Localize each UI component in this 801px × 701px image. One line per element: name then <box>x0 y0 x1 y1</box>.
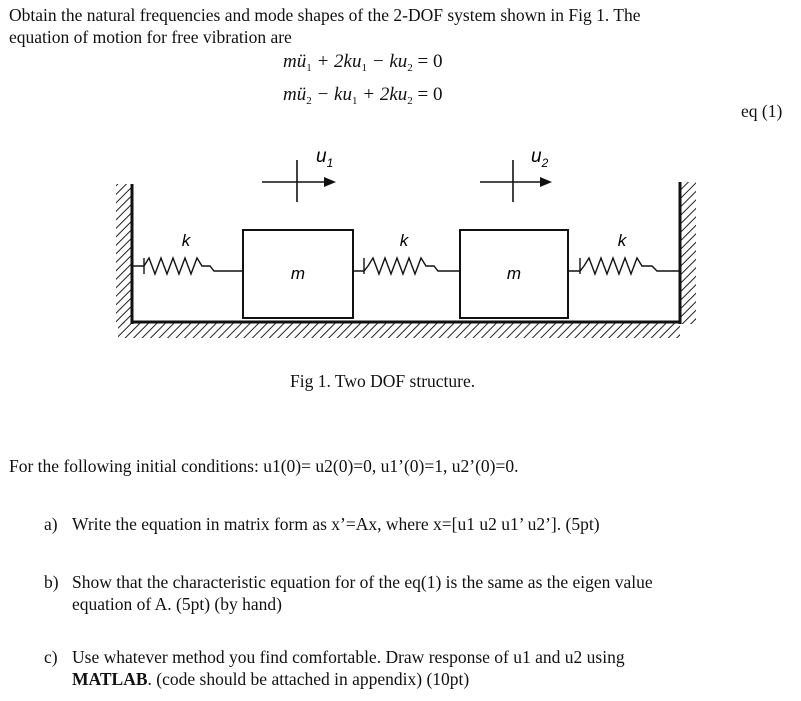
question-b-marker: b) <box>44 572 59 592</box>
spring-2-label: k <box>399 231 409 250</box>
spring-1-label: k <box>181 231 191 250</box>
question-b-line-2: equation of A. (5pt) (by hand) <box>72 594 282 614</box>
question-c-line-2: MATLAB. (code should be attached in appendix) (10pt) <box>72 669 470 689</box>
two-dof-diagram <box>0 140 801 360</box>
equation-1: $mü_1 + 2ku_1 - ku_2 = 0$ <box>283 51 443 74</box>
spring-1 <box>132 258 243 274</box>
matlab-bold: MATLAB <box>72 669 148 689</box>
mass-1-label: m <box>290 264 306 283</box>
intro-line-1: Obtain the natural frequencies and mode shapes of the 2-DOF system shown in Fig 1. The <box>9 5 641 25</box>
spring-3 <box>568 258 680 274</box>
question-a-text: Write the equation in matrix form as x’=Ax, where x=[u1 u2 u1’ u2’]. (5pt) <box>72 514 600 534</box>
mass-2-label: m <box>506 264 522 283</box>
question-b-line-1: Show that the characteristic equation for of the eq(1) is the same as the eigen value <box>72 572 653 592</box>
initial-conditions: For the following initial conditions: u1(0)= u2(0)=0, u1’(0)=1, u2’(0)=0. <box>9 456 519 476</box>
spring-2 <box>353 258 460 274</box>
equation-tag: eq (1) <box>741 101 783 121</box>
figure-caption: Fig 1. Two DOF structure. <box>290 371 476 391</box>
left-wall-hatch <box>116 184 132 324</box>
question-c-line-1: Use whatever method you find comfortable. Draw response of u1 and u2 using <box>72 647 625 667</box>
spring-3-label: k <box>617 231 627 250</box>
intro-line-2: equation of motion for free vibration are <box>9 27 292 47</box>
equation-2: $mü_2 - ku_1 + 2ku_2 = 0$ <box>283 84 443 107</box>
u2-label: $u_2$ <box>531 146 549 170</box>
question-c-marker: c) <box>44 647 58 667</box>
right-wall-hatch <box>680 182 696 324</box>
question-a-marker: a) <box>44 514 58 534</box>
ground-hatch <box>118 322 680 338</box>
u1-label: $u_1$ <box>316 146 334 170</box>
